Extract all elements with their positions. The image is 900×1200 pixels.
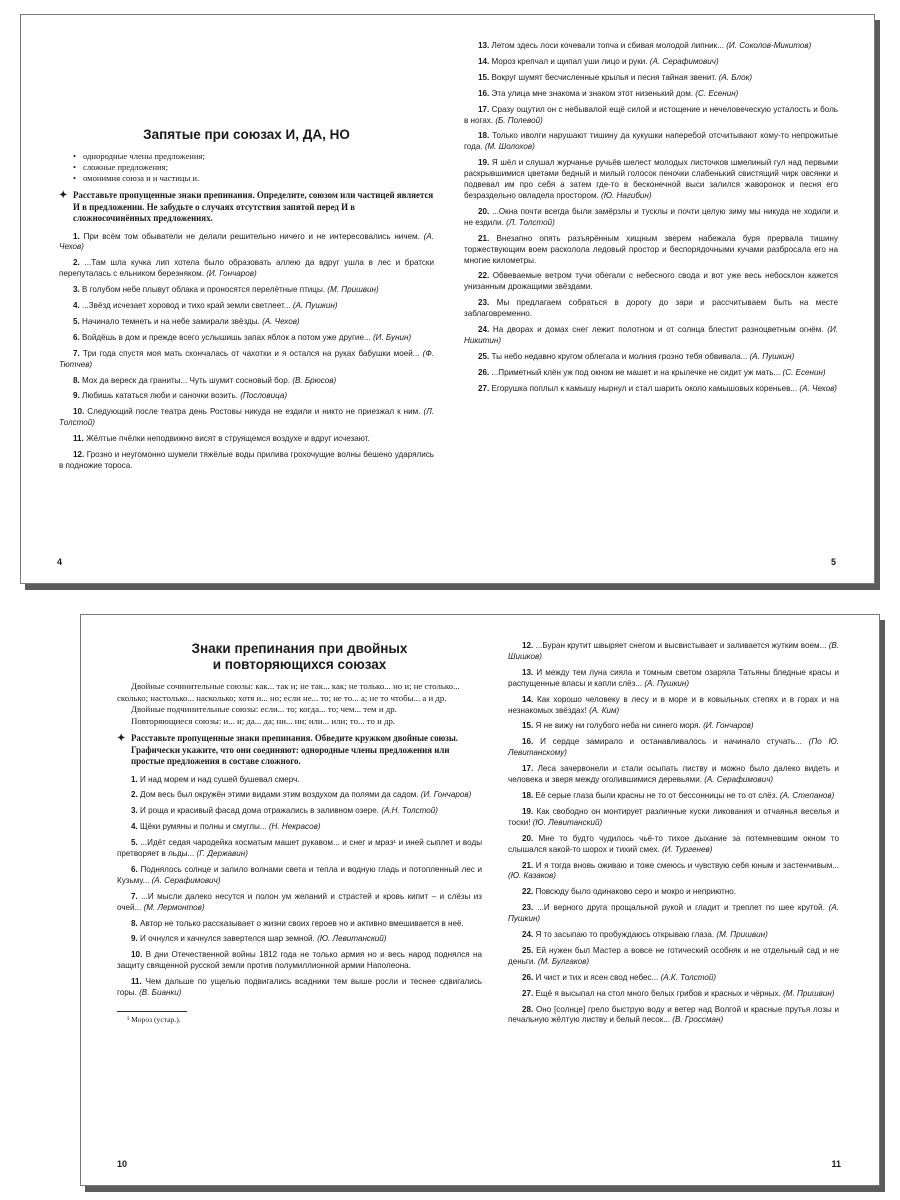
exercise-source: (И. Гончаров) bbox=[206, 269, 257, 279]
exercise-source: (Ю. Казаков) bbox=[508, 871, 556, 881]
exercise-number: 3. bbox=[73, 285, 80, 295]
exercise-text: Мы предлагаем собраться в дорогу до зари и рассчитываем быть на месте заблаговременно. bbox=[464, 298, 839, 319]
exercise-item bbox=[59, 434, 434, 445]
exercise-source: (С. Есенин) bbox=[695, 88, 739, 98]
page-11 bbox=[494, 615, 879, 1185]
exercise-number: 24. bbox=[478, 325, 490, 335]
exercise-item bbox=[117, 934, 482, 945]
exercise-number: 23. bbox=[522, 903, 534, 913]
exercise-item bbox=[508, 737, 839, 759]
exercise-number: 21. bbox=[478, 233, 490, 243]
exercise-text: Внезапно опять разъярённым хищным зверем набежала буря прервала тишину торжествующим воем расколола ледовый простор и беспорядочными кучами разбросала его на многие километры. bbox=[464, 233, 838, 265]
exercise-item bbox=[464, 384, 838, 395]
exercise-source: (А. Пушкин) bbox=[292, 301, 338, 311]
exercise-source: (Ю. Левитанский) bbox=[317, 934, 387, 944]
exercise-number: 6. bbox=[73, 332, 80, 342]
exercise-source: (А.Н. Толстой) bbox=[381, 806, 438, 816]
task-instruction bbox=[117, 733, 482, 768]
exercise-text: Только иволги нарушают тишину да кукушки наперебой отсчитывают кому-то непрожитые года. bbox=[464, 131, 839, 152]
exercise-text: Грозно и неугомонно шумели тяжёлые воды прилива грохочущие волны бешено ударялись в подножие тороса. bbox=[59, 450, 435, 470]
exercise-text: Эта улица мне знакома и знаком этот низенький дом. bbox=[491, 88, 694, 98]
page-title: Запятые при союзах И, ДА, НО bbox=[143, 127, 350, 142]
exercise-text: Ей нужен был Мастер а вовсе не готический особняк и не отдельный сад и не деньги. bbox=[508, 945, 840, 966]
exercise-source: (А. Пушкин) bbox=[508, 903, 840, 924]
exercise-item bbox=[464, 368, 838, 379]
exercise-text: Дом весь был окружён этими видами этим воздухом да полями да садом. bbox=[140, 790, 419, 800]
exercise-item bbox=[508, 807, 839, 829]
exercise-text: Мороз крепчал и щипал уши лицо и руки. bbox=[491, 56, 648, 66]
exercise-source: (А.К. Толстой) bbox=[660, 972, 717, 982]
exercise-text: И сердце замирало и останавливалось и начинало стучать... bbox=[540, 737, 802, 747]
exercise-text: Щёки румяны и полны и смуглы... bbox=[140, 822, 267, 832]
exercise-list bbox=[59, 232, 434, 472]
exercise-source: (М. Пришвин) bbox=[716, 930, 768, 940]
exercise-source: (Ю. Нагибин) bbox=[601, 190, 652, 200]
exercise-text: ...Буран крутит швыряет снегом и высвистывает и заливается жутким воем... bbox=[535, 641, 827, 650]
exercise-number: 6. bbox=[131, 864, 138, 874]
exercise-number: 27. bbox=[522, 988, 534, 998]
exercise-text: ...Идёт седая чародейка косматым машет рукавом... и снег и мраз¹ и иней сыплет и воды претворяет в льды... bbox=[117, 838, 483, 859]
book-spread-pages-10-11 bbox=[80, 614, 880, 1186]
exercise-number: 13. bbox=[522, 667, 534, 677]
exercise-item bbox=[464, 105, 838, 127]
exercise-item bbox=[117, 865, 482, 887]
exercise-text: Ещё я высыпал на стол много белых грибов и красных и чёрных. bbox=[535, 988, 781, 998]
exercise-source: (А. Степанов) bbox=[779, 790, 835, 800]
exercise-text: Обвеваемые ветром тучи обегали с небесного свода и вот уже весь небосклон кажется унизанным дрожащими звёздами. bbox=[464, 271, 839, 292]
intro-paragraph: Двойные сочинительные союзы: как... так и; не так... как; не только... но и; не столько... сколько; настолько... насколько; хотя и... но; если не... то; не то... а; не то чтобы... а и др. bbox=[117, 681, 460, 703]
exercise-number: 2. bbox=[131, 790, 138, 800]
page-title-line: и повторяющихся союзах bbox=[212, 657, 387, 672]
exercise-text: Любишь кататься люби и саночки возить. bbox=[82, 391, 238, 401]
exercise-item bbox=[508, 668, 839, 690]
exercise-number: 27. bbox=[478, 383, 490, 393]
exercise-source: (М. Шолохов) bbox=[484, 142, 535, 152]
exercise-source: (Ф. Тютчев) bbox=[59, 348, 435, 369]
exercise-text: Следующий после театра день Ростовы никуда не ездили и никто не приезжал к ним. bbox=[87, 407, 421, 417]
exercise-number: 22. bbox=[478, 271, 490, 281]
exercise-number: 12. bbox=[73, 450, 85, 460]
exercise-item bbox=[59, 232, 434, 254]
exercise-text: Начинало темнеть и на небе замирали звёзды. bbox=[82, 316, 260, 326]
exercise-item bbox=[117, 775, 482, 786]
page-title bbox=[117, 641, 482, 673]
exercise-number: 4. bbox=[73, 301, 80, 311]
exercise-text: И над морем и над сушей бушевал смерч. bbox=[140, 774, 300, 784]
exercise-number: 2. bbox=[73, 258, 80, 268]
exercise-number: 5. bbox=[73, 316, 80, 326]
exercise-text: И я тогда вновь оживаю и тоже смеюсь и чувствую себя юным и застенчивым... bbox=[535, 860, 840, 870]
exercise-item bbox=[508, 695, 839, 717]
page-10 bbox=[81, 615, 496, 1185]
exercise-source: (Л. Толстой) bbox=[59, 407, 434, 428]
exercise-source: (С. Есенин) bbox=[782, 367, 826, 377]
exercise-text: Мох да вереск да граниты... Чуть шумит сосновый бор. bbox=[82, 375, 291, 385]
exercise-number: 9. bbox=[131, 934, 138, 944]
exercise-item bbox=[59, 391, 434, 402]
exercise-item bbox=[117, 919, 482, 930]
exercise-text: Я то засыпаю то пробуждаюсь открываю глаза. bbox=[535, 930, 715, 940]
exercise-number: 20. bbox=[478, 206, 490, 216]
exercise-source: (Ю. Левитанский) bbox=[532, 817, 603, 827]
exercise-number: 13. bbox=[478, 41, 490, 50]
exercise-item bbox=[464, 41, 838, 52]
exercise-text: В голубом небе плывут облака и проносятся перелётные птицы. bbox=[82, 285, 326, 295]
exercise-text: ...И верного друга прощальной рукой и гладит и треплет по шее крутой. bbox=[537, 903, 825, 913]
exercise-text: Егорушка поплыл к камышу нырнул и стал шарить около камышовых кореньев... bbox=[491, 383, 798, 393]
task-instruction bbox=[59, 190, 434, 225]
exercise-number: 24. bbox=[522, 930, 534, 940]
exercise-text: Как свободно он монтирует различные куски ликования и отчаянья веселья и тоски! bbox=[508, 806, 839, 827]
exercise-item bbox=[464, 158, 838, 202]
task-text: Расставьте пропущенные знаки препинания. Обведите кружком двойные союзы. Графически укажите, что они соединяют: однородные члены предложения или простые предложения в составе сложного. bbox=[131, 733, 459, 766]
exercise-source: (В. Гроссман) bbox=[672, 1015, 724, 1025]
page-number: 4 bbox=[57, 557, 63, 567]
exercise-source: (Б. Полевой) bbox=[495, 115, 543, 125]
exercise-text: Чем дальше по ущелью подвигались всадники тем выше росли и теснее сдвигались горы. bbox=[117, 977, 483, 998]
exercise-number: 1. bbox=[131, 774, 138, 784]
exercise-item bbox=[508, 764, 839, 786]
exercise-number: 25. bbox=[478, 351, 490, 361]
exercise-source: (Н. Некрасов) bbox=[268, 822, 321, 832]
exercise-item bbox=[508, 791, 839, 802]
exercise-text: ...Приметный клён уж под окном не машет и на крылечке не сидит уж мать... bbox=[491, 367, 781, 377]
exercise-source: (А. Чехов) bbox=[59, 231, 435, 252]
exercise-text: В дни Отечественной войны 1812 года не только армия но и весь народ поднялся на защиту священной русской земли против полумиллионной армии Наполеона. bbox=[117, 950, 483, 971]
page-5 bbox=[446, 15, 874, 583]
exercise-item bbox=[117, 838, 482, 860]
exercise-item bbox=[464, 271, 838, 293]
intro-paragraph: Двойные подчинительные союзы: если... то; когда... то; чем... тем и др. bbox=[131, 704, 397, 714]
page-number: 11 bbox=[831, 1159, 841, 1169]
exercise-number: 18. bbox=[478, 131, 490, 141]
exercise-text: Летом здесь лоси кочевали топча и сбивая молодой липник... bbox=[491, 41, 724, 50]
exercise-text: Вокруг шумят бесчисленные крылья и песня тайная звенит. bbox=[491, 72, 717, 82]
exercise-item bbox=[508, 861, 839, 883]
exercise-number: 9. bbox=[73, 391, 80, 401]
exercise-item bbox=[59, 258, 434, 280]
exercise-source: (И. Гончаров) bbox=[703, 721, 754, 731]
task-text: Расставьте пропущенные знаки препинания. Определите, союзом или частицей является И в предложении. Не забудьте о случаях отсутствия запятой перед И в сложносочинённых предложениях. bbox=[73, 190, 434, 223]
exercise-number: 26. bbox=[478, 367, 490, 377]
exercise-item bbox=[464, 298, 838, 320]
exercise-text: Оно [солнце] грело быструю воду и ветер над Волгой и красные прутья лозы и печальную жёлтую листву и белый песок... bbox=[508, 1004, 839, 1025]
exercise-source: (А. Серафимович) bbox=[704, 775, 774, 785]
exercise-source: (И. Тургенев) bbox=[661, 844, 713, 854]
task-star-icon: ✦ bbox=[117, 733, 126, 744]
exercise-number: 26. bbox=[522, 972, 534, 982]
exercise-item bbox=[59, 301, 434, 312]
footnote: ¹ Мороз (устар.). bbox=[127, 1015, 181, 1024]
exercise-item bbox=[508, 834, 839, 856]
exercise-source: (М. Пришвин) bbox=[327, 285, 379, 295]
exercise-number: 17. bbox=[478, 104, 490, 114]
exercise-text: Сразу ощутил он с небывалой ещё силой и истощение и нечеловеческую усталость и боль в ногах. bbox=[464, 104, 839, 125]
exercise-item bbox=[508, 973, 839, 984]
exercise-text: Жёлтые пчёлки неподвижно висят в струящемся воздухе и вдруг исчезают. bbox=[86, 434, 370, 444]
exercise-source: (М. Лермонтов) bbox=[143, 902, 205, 912]
exercise-item bbox=[508, 946, 839, 968]
exercise-source: (И. Никитин) bbox=[464, 325, 838, 345]
exercise-item bbox=[117, 892, 482, 914]
exercise-item bbox=[117, 977, 482, 999]
exercise-item bbox=[59, 285, 434, 296]
exercise-source: (А. Чехов) bbox=[262, 316, 300, 326]
exercise-text: Мне то будто чудилось чьё-то тихое дыхание за потемневшим окном то слышался какой-то шорох и тихий смех. bbox=[508, 833, 840, 854]
exercise-source: (М. Пришвин) bbox=[783, 988, 835, 998]
exercise-item bbox=[508, 930, 839, 941]
exercise-number: 1. bbox=[73, 231, 80, 241]
footnote-divider bbox=[117, 1011, 187, 1012]
exercise-text: И чист и тих и ясен свод небес... bbox=[535, 972, 659, 982]
exercise-number: 14. bbox=[522, 694, 534, 704]
exercise-text: Как хорошо человеку в лесу и в море и в ковыльных степях и в горах и на незнакомых звёздах! bbox=[508, 694, 840, 715]
exercise-item bbox=[508, 903, 839, 925]
exercise-text: ...Звёзд исчезает хоровод и тихо край земли светлеет... bbox=[82, 301, 291, 311]
exercise-item bbox=[117, 950, 482, 972]
exercise-number: 4. bbox=[131, 822, 138, 832]
exercise-list bbox=[117, 775, 482, 1000]
exercise-number: 11. bbox=[73, 434, 84, 444]
exercise-text: И между тем луна сияла и томным светом озаряла Татьяны бледные красы и распущенные власы и капли слёз... bbox=[508, 667, 840, 688]
intro-paragraph: Повторяющиеся союзы: и... и; да... да; ни... ни; или... или; то... то и др. bbox=[131, 715, 396, 726]
exercise-item bbox=[59, 317, 434, 328]
exercise-number: 8. bbox=[131, 918, 138, 928]
exercise-source: (Л. Толстой) bbox=[506, 217, 555, 227]
exercise-item bbox=[508, 989, 839, 1000]
exercise-text: На дворах и домах снег лежит полотном и от солнца блестит разноцветным огнём. bbox=[492, 325, 824, 335]
exercise-number: 15. bbox=[522, 721, 534, 731]
exercise-item bbox=[117, 806, 482, 817]
page-4 bbox=[21, 15, 448, 583]
exercise-text: Три года спустя моя мать скончалась от чахотки и я остался на руках бабушки моей... bbox=[82, 348, 420, 358]
exercise-text: Войдёшь в дом и прежде всего услышишь запах яблок а потом уже другие... bbox=[82, 332, 371, 342]
exercise-source: (И. Бунин) bbox=[372, 332, 412, 342]
topic-item: • однородные члены предложения; bbox=[73, 151, 434, 162]
exercise-source: (А. Чехов) bbox=[799, 383, 837, 393]
exercise-number: 11. bbox=[131, 977, 142, 987]
exercise-item bbox=[464, 207, 838, 229]
exercise-item bbox=[464, 131, 838, 153]
exercise-number: 3. bbox=[131, 806, 138, 816]
exercise-item bbox=[59, 333, 434, 344]
exercise-source: (В. Шишков) bbox=[508, 641, 840, 661]
exercise-source: (В. Бианки) bbox=[139, 988, 182, 998]
exercise-text: Ты небо недавно кругом облегала и молния грозно тебя обвивала... bbox=[491, 351, 748, 361]
exercise-text: ...Окна почти всегда были замёрзлы и тусклы и почти целую зиму мы никуда не ходили и не ездили. bbox=[464, 206, 838, 227]
page-number: 5 bbox=[830, 557, 836, 567]
exercise-number: 12. bbox=[522, 641, 534, 650]
exercise-number: 19. bbox=[522, 806, 534, 816]
exercise-item bbox=[508, 1005, 839, 1027]
exercise-number: 25. bbox=[522, 945, 534, 955]
task-star-icon: ✦ bbox=[59, 190, 68, 201]
exercise-source: (А. Пушкин) bbox=[749, 351, 795, 361]
exercise-source: (Г. Державин) bbox=[196, 849, 248, 859]
exercise-text: Я шёл и слушал журчанье ручьёв шелест молодых листочков шмелиный гул над первыми раскрывшимися цветами бедный и милый голосок пеночки слабенький свистящий чирк овсянки и подвевал им про себя а затем где-то в бесконечной выси залился жаворонок и песня его безраздельно овладела простором. bbox=[464, 158, 838, 200]
exercise-source: (А. Серафимович) bbox=[151, 875, 221, 885]
exercise-number: 14. bbox=[478, 56, 490, 66]
exercise-number: 21. bbox=[522, 860, 534, 870]
exercise-item bbox=[59, 407, 434, 429]
exercise-text: Леса зачервонели и стали осыпать листву и можно было далеко видеть и человека и зверя между оголившимися деревьями. bbox=[508, 764, 839, 785]
exercise-number: 28. bbox=[522, 1004, 534, 1014]
exercise-number: 16. bbox=[522, 737, 534, 747]
exercise-item bbox=[464, 57, 838, 68]
exercise-item bbox=[464, 73, 838, 84]
exercise-text: И роща и красивый фасад дома отражались в заливном озере. bbox=[140, 806, 380, 816]
exercise-number: 8. bbox=[73, 375, 80, 385]
exercise-text: Я не вижу ни голубого неба ни синего моря. bbox=[535, 721, 701, 731]
exercise-item bbox=[117, 790, 482, 801]
exercise-number: 23. bbox=[478, 298, 490, 308]
exercise-number: 20. bbox=[522, 833, 534, 843]
exercise-text: При всём том обыватели не делали решительно ничего и не интересовались ничем. bbox=[83, 231, 420, 241]
exercise-source: (А. Пушкин) bbox=[644, 678, 690, 688]
topic-item: • сложные предложения; bbox=[73, 162, 434, 173]
exercise-number: 7. bbox=[73, 348, 80, 358]
exercise-text: Повсюду было одинаково серо и мокро и неприютно. bbox=[535, 887, 737, 897]
exercise-number: 7. bbox=[131, 891, 138, 901]
page-title-line: Знаки препинания при двойных bbox=[191, 641, 408, 656]
exercise-item bbox=[508, 641, 839, 663]
book-spread-pages-4-5 bbox=[20, 14, 875, 584]
exercise-text: Автор не только рассказывает о жизни своих героев но и активно вмешивается в неё. bbox=[140, 918, 464, 928]
topic-list bbox=[73, 151, 434, 184]
exercise-number: 5. bbox=[131, 838, 138, 848]
exercise-number: 10. bbox=[73, 407, 85, 417]
exercise-text: И очнулся и качнулся завертелся шар земной. bbox=[140, 934, 315, 944]
exercise-item bbox=[508, 721, 839, 732]
exercise-number: 22. bbox=[522, 887, 534, 897]
exercise-item bbox=[464, 352, 838, 363]
exercise-item bbox=[59, 450, 434, 472]
exercise-item bbox=[508, 887, 839, 898]
exercise-list bbox=[508, 641, 839, 1026]
exercise-item bbox=[464, 325, 838, 347]
exercise-source: (А. Блок) bbox=[718, 72, 753, 82]
exercise-list bbox=[464, 41, 838, 395]
exercise-number: 17. bbox=[522, 764, 534, 774]
exercise-source: (И. Соколов-Микитов) bbox=[726, 41, 812, 50]
exercise-source: (И. Гончаров) bbox=[420, 790, 472, 800]
exercise-source: (А. Ким) bbox=[589, 705, 620, 715]
exercise-source: (По Ю. Левитанскому) bbox=[508, 737, 840, 758]
exercise-source: (В. Брюсов) bbox=[292, 375, 337, 385]
exercise-item bbox=[59, 349, 434, 371]
exercise-item bbox=[59, 376, 434, 387]
exercise-text: Её серые глаза были красны не то от бессонницы не то от слёз. bbox=[535, 790, 778, 800]
exercise-source: (М. Булгаков) bbox=[537, 956, 590, 966]
topic-item: • омонимия союза и и частицы и. bbox=[73, 173, 434, 184]
exercise-number: 19. bbox=[478, 158, 490, 168]
exercise-text: ...И мысли далеко несутся и полон ум желаний и страстей и кровь кипит – и слёзы из очей... bbox=[117, 891, 483, 912]
exercise-source: (А. Серафимович) bbox=[649, 56, 719, 66]
exercise-source: (Пословица) bbox=[240, 391, 288, 401]
exercise-item bbox=[464, 89, 838, 100]
exercise-number: 18. bbox=[522, 790, 534, 800]
exercise-item bbox=[117, 822, 482, 833]
exercise-text: ...Там шла кучка лип хотела было образовать аллею да вдруг ушла в лес и братски перепуталась с ельником березняком. bbox=[59, 258, 434, 279]
page-number: 10 bbox=[117, 1159, 128, 1169]
exercise-item bbox=[464, 234, 838, 267]
exercise-number: 16. bbox=[478, 88, 490, 98]
exercise-number: 10. bbox=[131, 950, 143, 960]
exercise-number: 15. bbox=[478, 72, 490, 82]
exercise-text: Поднялось солнце и залило волнами света и тепла и водную гладь и потопленный лес и Кузьму... bbox=[117, 864, 482, 885]
